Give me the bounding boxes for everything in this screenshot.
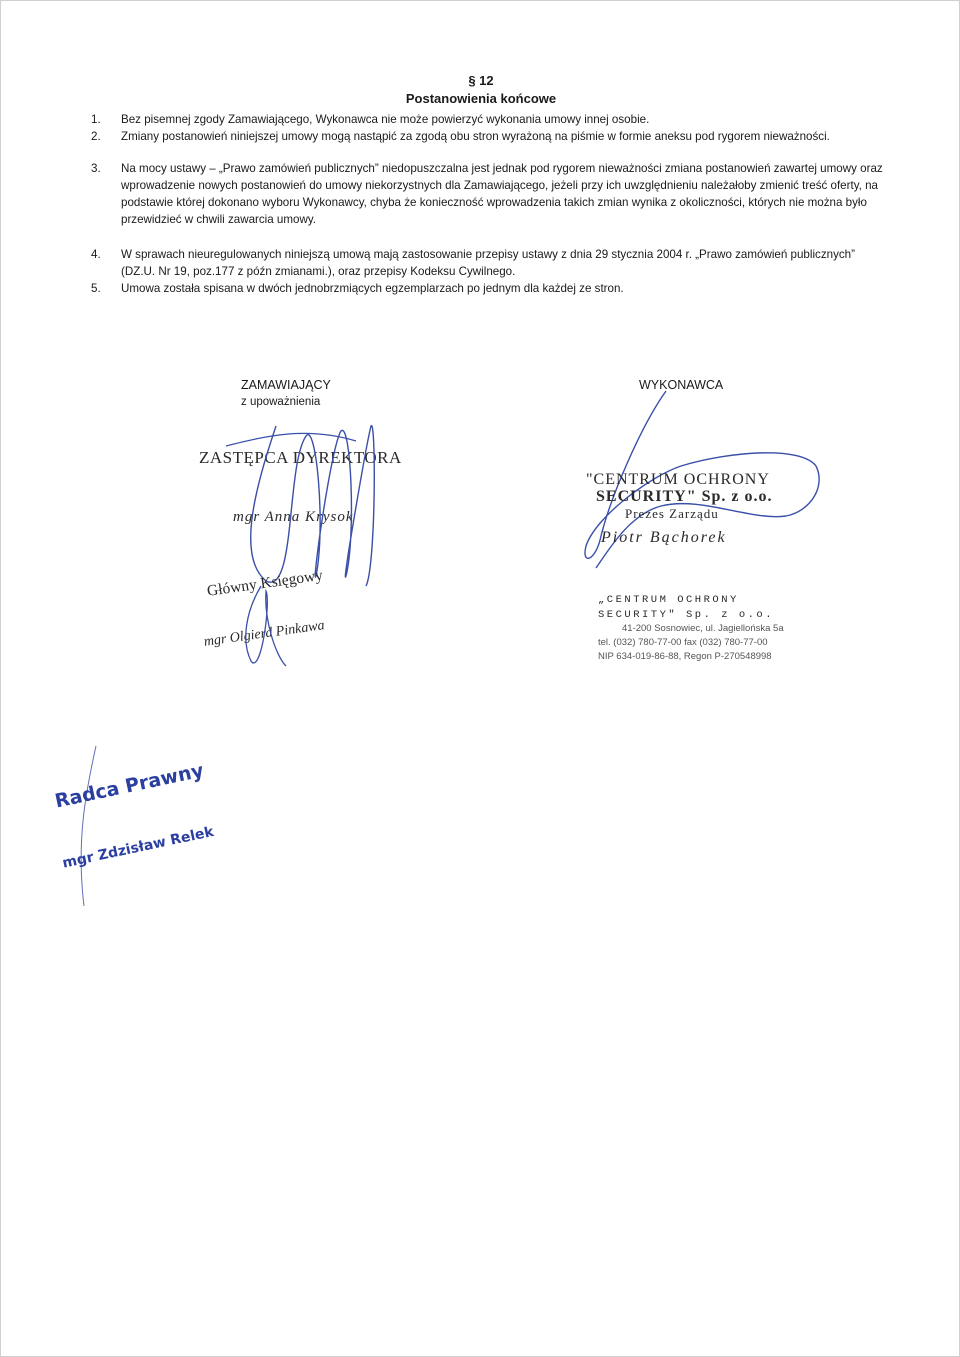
list-item-text: Umowa została spisana w dwóch jednobrzmiących egzemplarzach po jednym dla każdej ze stron. <box>121 282 624 295</box>
section-number: § 12 <box>468 73 494 88</box>
company-stamp-phone: tel. (032) 780-77-00 fax (032) 780-77-00 <box>598 637 768 648</box>
list-item-text: Zmiany postanowień niniejszej umowy mogą nastąpić za zgodą obu stron wyrażoną na piśmie w formie aneksu pod rygorem nieważności. <box>121 130 830 143</box>
list-item-text: Bez pisemnej zgody Zamawiającego, Wykonawca nie może powierzyć wykonania umowy innej osobie. <box>121 113 650 126</box>
stamp-deputy-name: mgr Anna Krysok <box>233 509 354 525</box>
company-stamp-address: 41-200 Sosnowiec, ul. Jagiellońska 5a <box>622 623 784 634</box>
list-item-number: 4. <box>91 248 101 261</box>
zamawiajacy-subheading: z upoważnienia <box>241 396 321 408</box>
wykonawca-heading: WYKONAWCA <box>639 378 724 392</box>
stamp-company-president: Piotr Bąchorek <box>601 529 727 546</box>
stamp-company-role: Prezes Zarządu <box>625 506 719 521</box>
company-stamp-ids: NIP 634-019-86-88, Regon P-270548998 <box>598 651 772 662</box>
stamp-deputy-director: ZASTĘPCA DYREKTORA <box>199 448 402 467</box>
list-item-text: Na mocy ustawy – „Prawo zamówień publicznych” niedopuszczalna jest jednak pod rygorem nieważności zmiana postanowień zawartej umowy oraz wprowadzenie nowych postanowień do umowy niekorzystnych dla Zamawiającego, jeżeli przy ich uwzględnieniu należałoby zmienić treść oferty, na podstawie której dokonano wyboru Wykonawcy, chyba że konieczność wprowadzenia takich zmian wynika z okoliczności, których nie można było przewidzieć w chwili zawarcia umowy. <box>121 162 883 226</box>
stamp-company-line1: "CENTRUM OCHRONY <box>586 471 770 488</box>
stamp-legal-counsel-title: Radca Prawny <box>53 759 206 813</box>
zamawiajacy-heading: ZAMAWIAJĄCY <box>241 378 331 392</box>
stamp-accountant-name: mgr Olgierd Pinkawa <box>203 618 326 650</box>
stamp-company-line2: SECURITY" Sp. z o.o. <box>596 488 773 505</box>
signature-legal-counsel <box>56 741 116 911</box>
company-stamp-line1: „CENTRUM OCHRONY <box>598 594 739 606</box>
signature-deputy-director <box>216 406 396 596</box>
list-item-number: 3. <box>91 162 101 175</box>
company-stamp-line2: SECURITY" Sp. z o.o. <box>598 609 775 621</box>
list-item-number: 1. <box>91 113 101 126</box>
list-item-number: 2. <box>91 130 101 143</box>
list-item-text: W sprawach nieuregulowanych niniejszą umową mają zastosowanie przepisy ustawy z dnia 29 stycznia 2004 r. „Prawo zamówień publicznych” (DZ.U. Nr 19, poz.177 z późn zmianami.), oraz przepisy Kodeksu Cywilnego. <box>121 248 855 278</box>
stamp-legal-counsel-name: mgr Zdzisław Relek <box>61 823 216 872</box>
stamp-chief-accountant: Główny Księgowy <box>206 566 324 600</box>
section-title: Postanowienia końcowe <box>405 91 557 106</box>
signature-chief-accountant <box>226 581 296 676</box>
list-item-number: 5. <box>91 282 101 295</box>
